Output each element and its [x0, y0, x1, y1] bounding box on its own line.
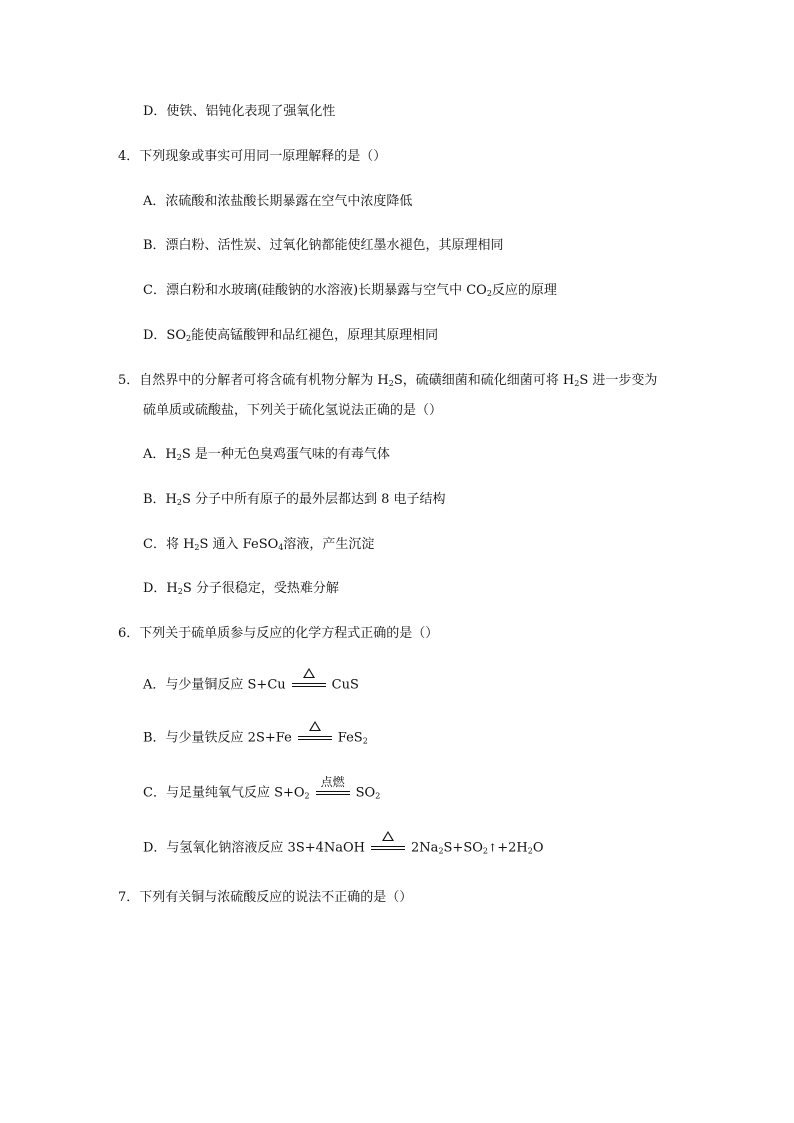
- q3-option-d: D．使铁、铝钝化表现了强氧化性: [143, 104, 336, 119]
- q5-stem-line2: 硫单质或硫酸盐，下列关于硫化氢说法正确的是（）: [143, 403, 443, 418]
- q4-stem: 4．下列现象或事实可用同一原理解释的是（）: [118, 149, 387, 164]
- q4-option-a: A．浓硫酸和浓盐酸长期暴露在空气中浓度降低: [143, 194, 413, 209]
- q5-option-c: C．将 $H_2S$ 通入 FeSO$_4$溶液，产生沉淀: [143, 537, 375, 552]
- triangle-heat-icon: [382, 831, 394, 841]
- q6-option-a: A．与少量铜反应 S+Cu CuS: [143, 676, 359, 695]
- heat-condition-sign: [296, 729, 334, 747]
- q6-option-d: D．与氢氧化钠溶液反应 3S+4NaOH $2Na_2S+SO_2↑+2H_2O$: [143, 839, 544, 861]
- q6-stem: 6．下列关于硫单质参与反应的化学方程式正确的是（）: [118, 626, 439, 641]
- q5-option-b: B．$H_2S$ 分子中所有原子的最外层都达到 8 电子结构: [143, 492, 446, 507]
- q5-option-a: A．$H_2S$ 是一种无色臭鸡蛋气味的有毒气体: [143, 447, 390, 462]
- q6-option-b: B．与少量铁反应 2S+Fe FeS$_2$: [143, 729, 368, 751]
- triangle-heat-icon: [309, 721, 321, 731]
- q7-stem: 7．下列有关铜与浓硫酸反应的说法不正确的是（）: [118, 890, 413, 905]
- ignition-condition-sign: 点燃: [314, 784, 352, 802]
- q4-option-b: B．漂白粉、活性炭、过氧化钠都能使红墨水褪色，其原理相同: [143, 238, 504, 253]
- q4-option-c: C．漂白粉和水玻璃(硅酸钠的水溶液)长期暴露与空气中 $CO_2$反应的原理: [143, 283, 557, 298]
- heat-condition-sign: [290, 676, 328, 694]
- q5-stem-line1: 5．自然界中的分解者可将含硫有机物分解为 $H_2S$，硫磺细菌和硫化细菌可将 $H_2S$ 进一步变为: [118, 373, 658, 388]
- q5-option-d: D．$H_2S$ 分子很稳定，受热难分解: [143, 581, 339, 596]
- q6-option-c: C．与足量纯氧气反应 $S+O_2$ 点燃 $SO_2$: [143, 775, 381, 801]
- heat-condition-sign: [369, 839, 407, 857]
- q4-option-d: D．$SO_2$能使高锰酸钾和品红褪色，原理其原理相同: [143, 328, 439, 343]
- triangle-heat-icon: [303, 668, 315, 678]
